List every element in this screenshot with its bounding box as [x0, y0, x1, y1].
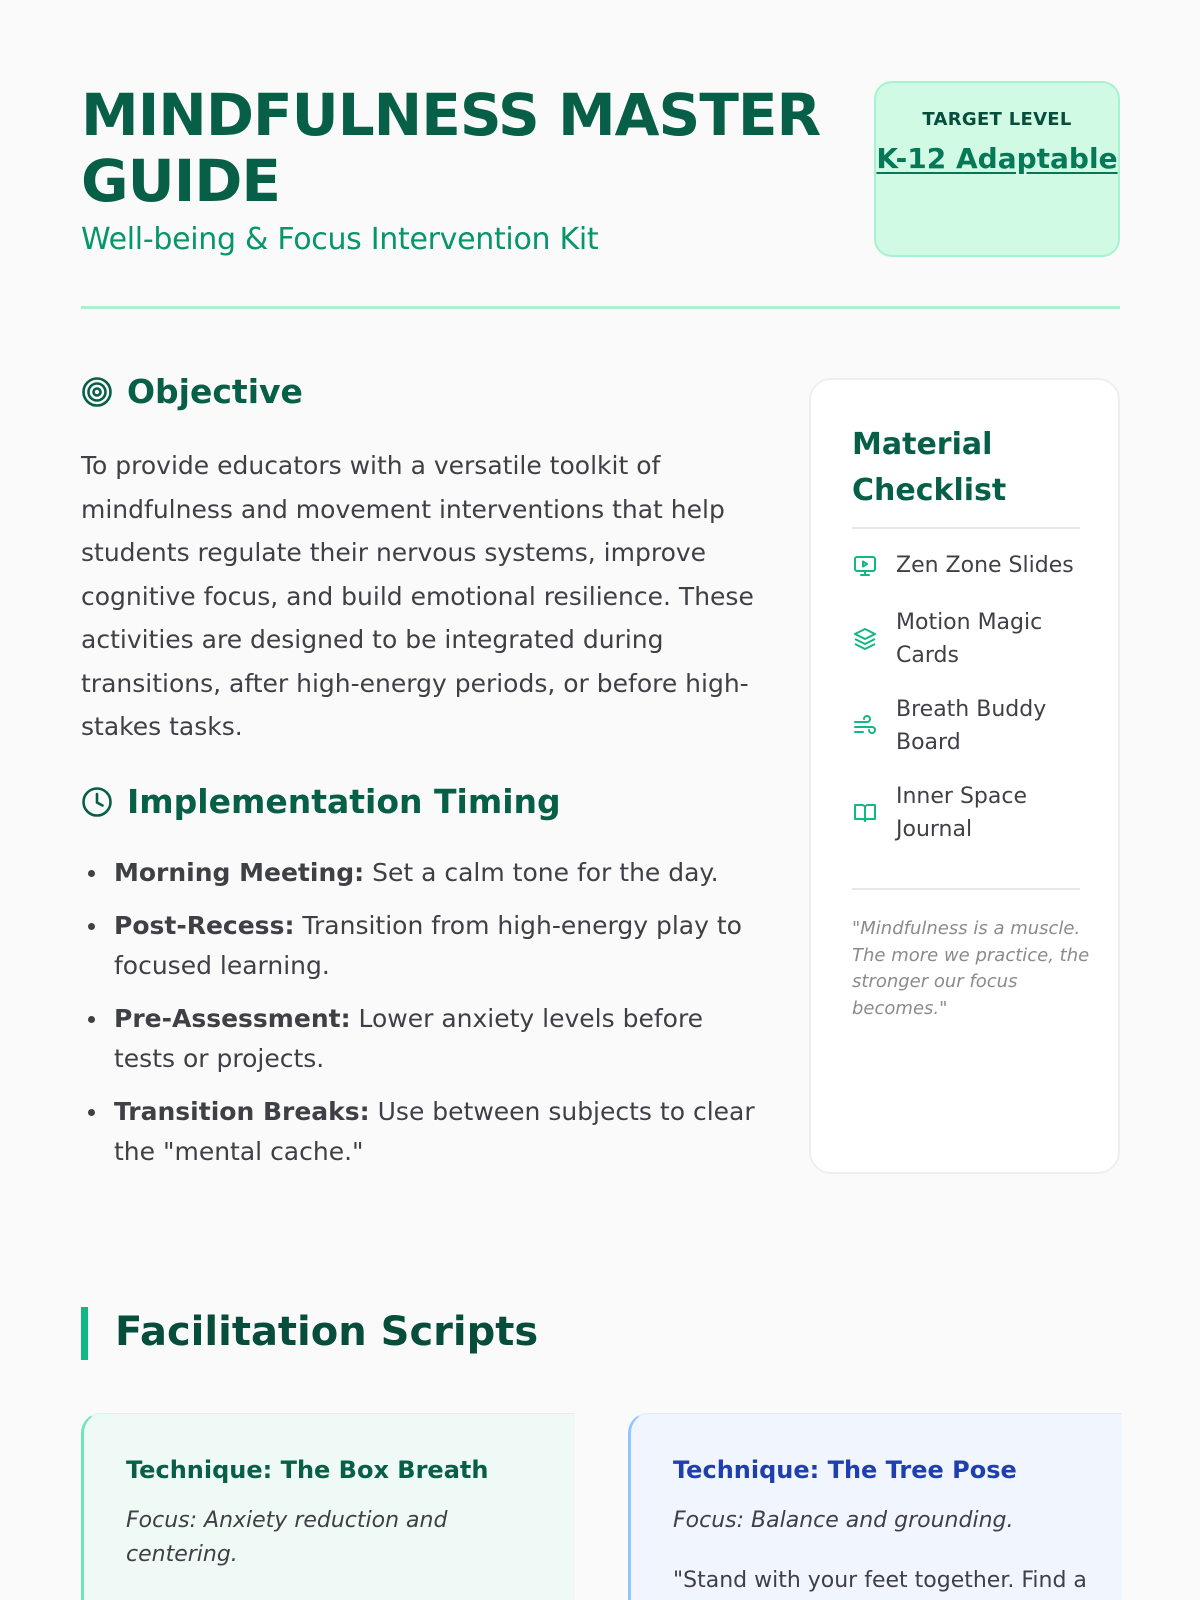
timing-item-label: Morning Meeting:	[114, 858, 365, 887]
material-item-label: Zen Zone Slides	[896, 553, 1074, 578]
timing-item-label: Pre-Assessment:	[114, 1004, 351, 1033]
timing-item-label: Post-Recess:	[114, 911, 295, 940]
timing-list	[81, 853, 761, 1185]
material-checklist-title: Material Checklist	[852, 427, 1007, 508]
page-subtitle: Well-being & Focus Intervention Kit	[81, 222, 599, 257]
page-title: MINDFULNESS MASTER GUIDE	[81, 81, 821, 215]
checklist-divider	[852, 888, 1080, 890]
target-icon	[81, 376, 113, 408]
material-checklist-card	[809, 378, 1120, 1174]
technique-title: Technique: The Tree Pose	[673, 1456, 1017, 1484]
technique-focus: Focus: Anxiety reduction and centering.	[126, 1508, 448, 1567]
technique-script: "Stand with your feet together. Find a	[673, 1568, 1087, 1593]
material-item-inner-space-journal[interactable]	[852, 780, 1092, 846]
timing-item	[81, 853, 761, 893]
target-level-label: TARGET LEVEL	[922, 109, 1072, 130]
target-level-link[interactable]: K-12 Adaptable	[876, 142, 1118, 175]
technique-focus: Focus: Balance and grounding.	[673, 1508, 1014, 1533]
timing-item-label: Transition Breaks:	[114, 1097, 370, 1126]
facilitation-accent-bar	[81, 1307, 88, 1360]
target-level-badge	[874, 81, 1120, 257]
wind-icon	[852, 713, 878, 739]
book-icon	[852, 800, 878, 826]
clock-icon	[81, 786, 113, 818]
header-divider	[81, 306, 1120, 309]
technique-card-box-breath	[81, 1413, 575, 1600]
guide-page	[81, 0, 1120, 1600]
material-item-breath-buddy-board[interactable]	[852, 693, 1092, 759]
facilitation-heading: Facilitation Scripts	[115, 1309, 539, 1355]
layers-icon	[852, 626, 878, 652]
timing-item	[81, 1092, 761, 1172]
technique-card-tree-pose	[628, 1413, 1122, 1600]
presentation-icon	[852, 553, 878, 579]
mindfulness-quote: "Mindfulness is a muscle. The more we practice, the stronger our focus becomes."	[852, 918, 1090, 1019]
objective-heading	[81, 372, 303, 411]
material-item-label: Inner Space Journal	[896, 784, 1027, 842]
timing-item-text: Use between subjects to clear the "mental cache."	[114, 1097, 755, 1166]
objective-text: To provide educators with a versatile toolkit of mindfulness and movement interventions that help students regulate their nervous systems, improve cognitive focus, and build emotional resilience. These activities are designed to be integrated during transitions, after high-energy periods, or before high-stakes tasks.	[81, 451, 754, 741]
material-item-label: Motion Magic Cards	[896, 610, 1043, 668]
objective-heading-text: Objective	[127, 372, 303, 411]
timing-item	[81, 999, 761, 1079]
timing-heading	[81, 782, 561, 821]
timing-item-text: Lower anxiety levels before tests or projects.	[114, 1004, 704, 1073]
material-item-label: Breath Buddy Board	[896, 697, 1047, 755]
timing-item-text: Transition from high-energy play to focused learning.	[114, 911, 742, 980]
material-item-motion-magic-cards[interactable]	[852, 606, 1092, 672]
material-item-zen-zone-slides[interactable]	[852, 549, 1092, 582]
timing-item-text: Set a calm tone for the day.	[364, 858, 719, 887]
timing-item	[81, 906, 761, 986]
checklist-divider	[852, 527, 1080, 529]
timing-heading-text: Implementation Timing	[127, 782, 561, 821]
technique-title: Technique: The Box Breath	[126, 1456, 489, 1484]
